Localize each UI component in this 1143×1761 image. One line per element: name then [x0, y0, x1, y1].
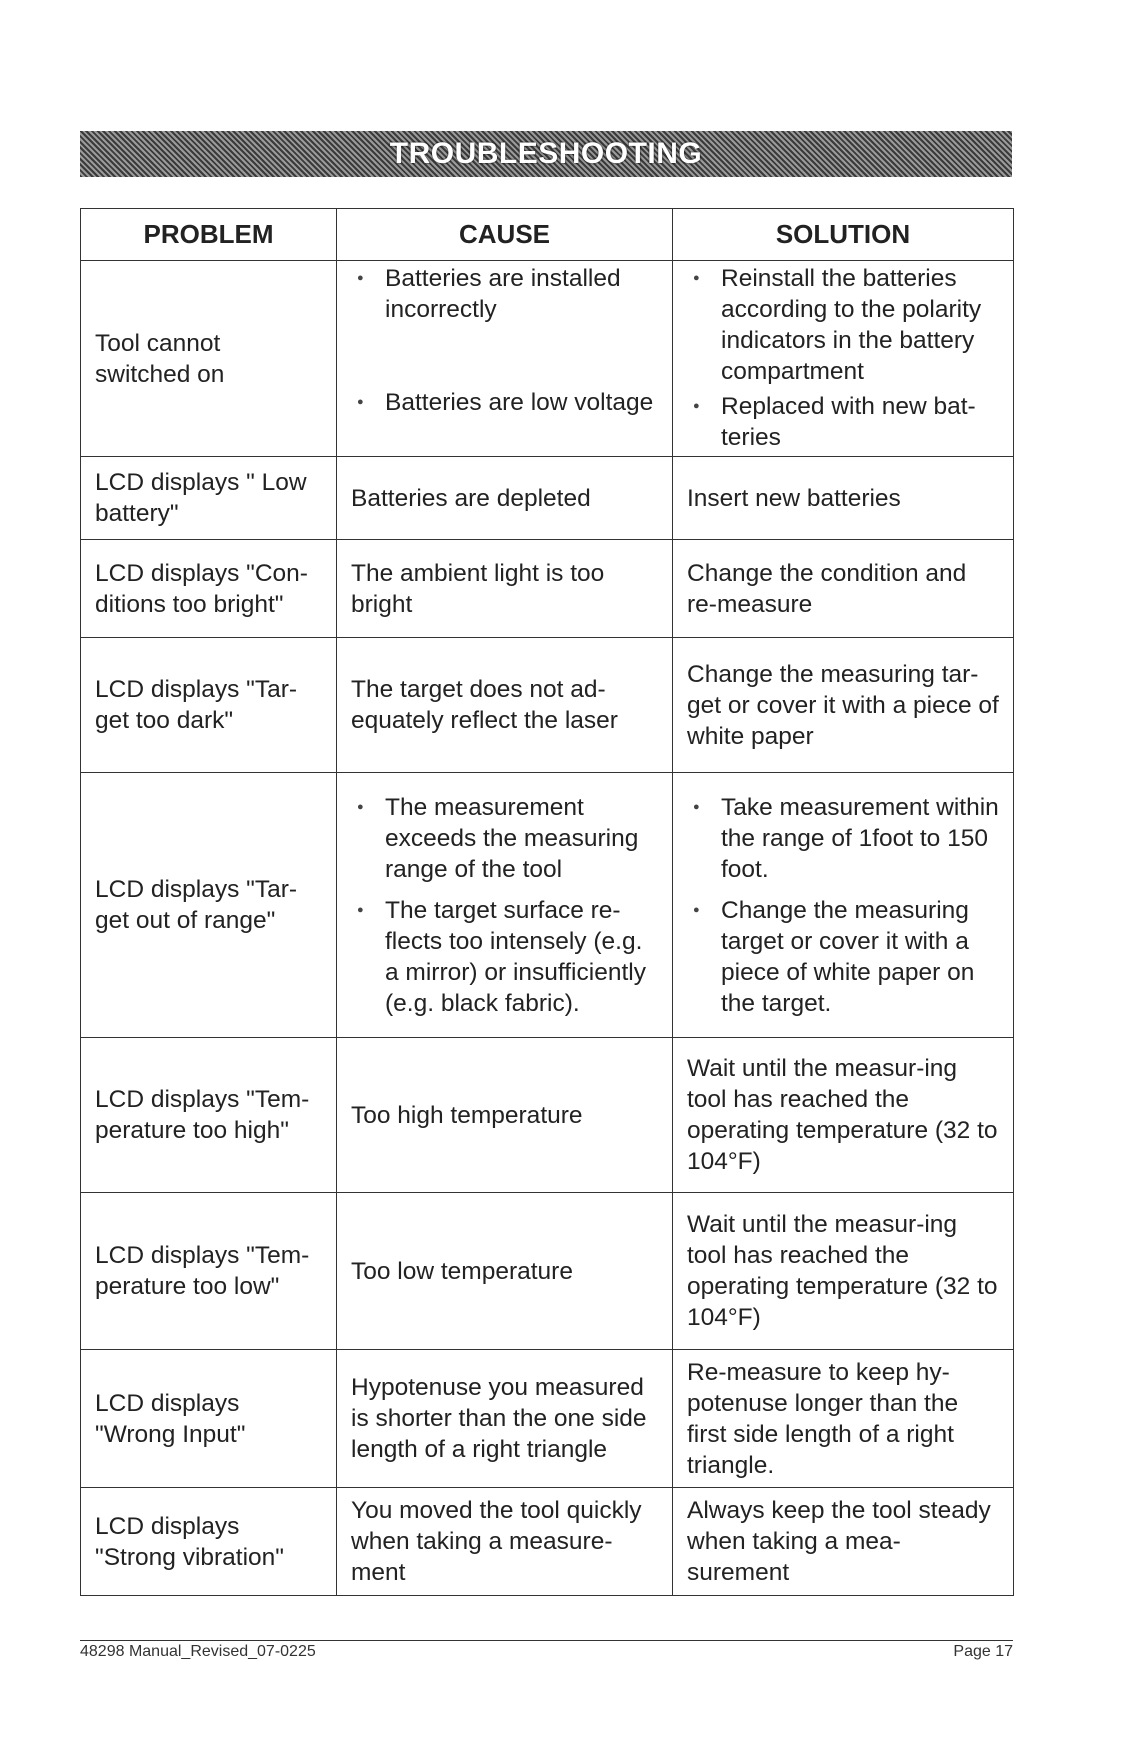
- cause-cell: [337, 773, 673, 1038]
- section-title: TROUBLESHOOTING: [389, 137, 703, 170]
- solution-cell: Change the condition and re-measure: [673, 540, 1014, 638]
- solution-item: ● Change the measuring target or cover it with a piece of white paper on the target.: [687, 895, 999, 1019]
- problem-cell: LCD displays "Con-ditions too bright": [81, 540, 337, 638]
- solution-cell: Always keep the tool steady when taking a mea-surement: [673, 1488, 1014, 1596]
- cause-item: ● Batteries are installed incorrectly: [351, 263, 658, 325]
- problem-cell: LCD displays "Wrong Input": [81, 1350, 337, 1488]
- section-banner: [80, 131, 1012, 177]
- solution-cell: Wait until the measur-ing tool has reached the operating temperature (32 to 104°F): [673, 1038, 1014, 1193]
- cause-cell: You moved the tool quickly when taking a measure-ment: [337, 1488, 673, 1596]
- solution-cell: Change the measuring tar-get or cover it with a piece of white paper: [673, 638, 1014, 773]
- problem-cell: LCD displays " Low battery": [81, 457, 337, 540]
- solution-cell: [673, 261, 1014, 457]
- cause-cell: Too low temperature: [337, 1193, 673, 1350]
- cause-cell: The target does not ad-equately reflect the laser: [337, 638, 673, 773]
- solution-cell: Wait until the measur-ing tool has reached the operating temperature (32 to 104°F): [673, 1193, 1014, 1350]
- problem-cell: LCD displays "Tar-get out of range": [81, 773, 337, 1038]
- problem-cell: LCD displays "Tem-perature too high": [81, 1038, 337, 1193]
- table-row: [81, 773, 1014, 1038]
- solution-cell: Insert new batteries: [673, 457, 1014, 540]
- cause-cell: Hypotenuse you measured is shorter than the one side length of a right triangle: [337, 1350, 673, 1488]
- problem-cell: Tool cannot switched on: [81, 261, 337, 457]
- header-problem: PROBLEM: [81, 209, 337, 261]
- cause-cell: The ambient light is too bright: [337, 540, 673, 638]
- footer-page-number: Page 17: [953, 1643, 1013, 1660]
- footer-document-id: 48298 Manual_Revised_07-0225: [80, 1643, 316, 1660]
- footer-divider: [80, 1640, 1013, 1641]
- cause-cell: [337, 261, 673, 457]
- header-cause: CAUSE: [337, 209, 673, 261]
- troubleshooting-table: [80, 208, 1014, 1596]
- cause-cell: Batteries are depleted: [337, 457, 673, 540]
- table-row: [81, 540, 1014, 638]
- problem-cell: LCD displays "Strong vibration": [81, 1488, 337, 1596]
- header-solution: SOLUTION: [673, 209, 1014, 261]
- cause-item: ● Batteries are low voltage: [351, 387, 658, 418]
- solution-cell: Re-measure to keep hy-potenuse longer than the first side length of a right triangle.: [673, 1350, 1014, 1488]
- solution-item: ● Reinstall the batteries according to the polarity indicators in the battery compartment: [687, 263, 999, 387]
- table-row: [81, 457, 1014, 540]
- cause-cell: Too high temperature: [337, 1038, 673, 1193]
- problem-cell: LCD displays "Tem-perature too low": [81, 1193, 337, 1350]
- solution-cell: [673, 773, 1014, 1038]
- table-row: [81, 1193, 1014, 1350]
- problem-cell: LCD displays "Tar-get too dark": [81, 638, 337, 773]
- table-row: [81, 261, 1014, 457]
- table-header-row: [81, 209, 1014, 261]
- table-row: [81, 1488, 1014, 1596]
- cause-item: ● The measurement exceeds the measuring range of the tool: [351, 792, 658, 885]
- solution-item: ● Replaced with new bat-teries: [687, 391, 999, 453]
- table-row: [81, 1038, 1014, 1193]
- solution-item: ● Take measurement within the range of 1foot to 150 foot.: [687, 792, 999, 885]
- cause-item: ● The target surface re-flects too intensely (e.g. a mirror) or insufficiently (e.g. black fabric).: [351, 895, 658, 1019]
- table-row: [81, 638, 1014, 773]
- table-row: [81, 1350, 1014, 1488]
